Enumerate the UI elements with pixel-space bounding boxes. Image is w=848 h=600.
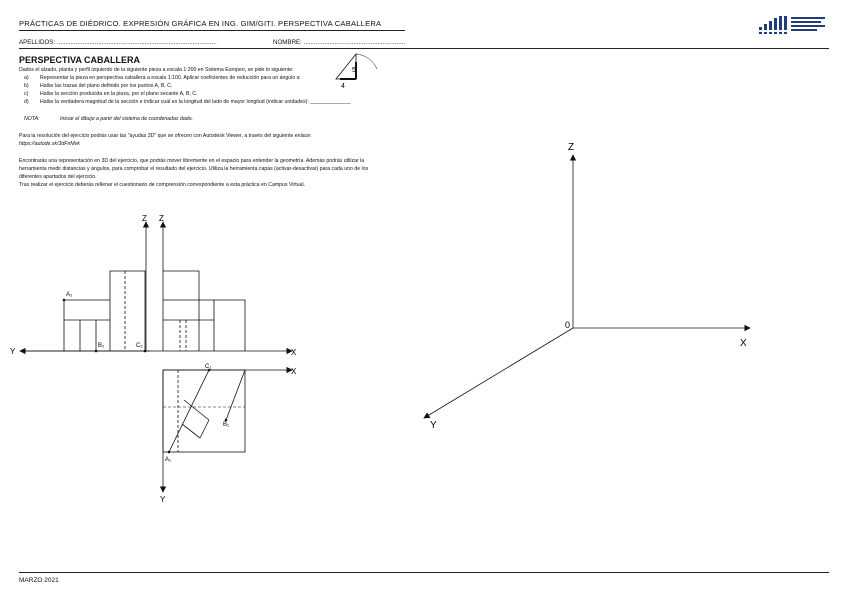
right-elevation-view: [163, 271, 245, 351]
axis-3d-z-label: Z: [568, 142, 575, 153]
ortho-axes: [20, 222, 292, 492]
point-c1-label: C₁: [205, 364, 212, 370]
angle-triangle-diagram: [336, 54, 377, 79]
nota-text: Iniciar el dibujo a partir del sistema de coordenadas dado.: [60, 116, 193, 122]
footer-date: MARZO 2021: [19, 577, 59, 584]
point-b2-label: B₂: [98, 343, 105, 349]
point-a1-label: A₁: [165, 457, 172, 463]
section-title: PERSPECTIVA CABALLERA: [19, 55, 141, 65]
point-c2-label: C₂: [136, 343, 143, 349]
intro-text: Dados el alzado, planta y perfil izquierdo de la siguiente pieza a escala 1:200 en Sistema Europeo, se pide lo siguiente:: [19, 67, 294, 73]
item-a-text: Representar la pieza en perspectiva caballera a escala 1:100. Aplicar coeficientes de reducción para un ángulo α: [40, 75, 300, 81]
axis-3d-x-label: X: [740, 338, 747, 349]
item-d-text: Hallar la verdadera magnitud de la sección e indicar cuál es la longitud del lado de mayor longitud (indicar unidades): ______________: [40, 99, 351, 105]
x-label-2: X: [291, 367, 297, 376]
point-a2-label: A₂: [66, 292, 73, 298]
axis-3d-origin-label: 0: [565, 320, 571, 330]
paragraph2-line3: diferentes apartados del ejercicio.: [19, 174, 97, 180]
item-b-text: Hallar las trazas del plano definido por los puntos A, B, C.: [40, 83, 173, 89]
y-label-left: Y: [10, 347, 16, 356]
plan-view: [163, 370, 245, 452]
left-view-points: [63, 299, 147, 353]
help-paragraph-line1: Para la resolución del ejercicio podrás usar las "ayudas 3D" que se ofrecen con Autodesk Viewer, a través del siguiente enlace:: [19, 133, 312, 139]
item-d-letter: d): [24, 99, 29, 105]
paragraph2-line1: Encontrarás una representación en 3D del ejercicio, que podrás mover libremente en el espacio para entender la geometría. Además podrás utilizar la: [19, 158, 365, 164]
x-label-1: X: [291, 348, 297, 357]
triangle-vertical-label: 5: [352, 67, 356, 74]
triangle-horizontal-label: 4: [341, 83, 345, 90]
footer-divider: [19, 572, 829, 573]
z-label-2: Z: [159, 214, 164, 223]
z-label-1: Z: [142, 214, 147, 223]
paragraph2-line2: herramienta medir distancias y ángulos, para comprobar el resultado del ejercicio. Utiliza la herramienta capas (activar-desactivar) para cada uno de los: [19, 166, 369, 172]
point-b1-label: B₁: [223, 422, 230, 428]
nota-label: NOTA:: [24, 116, 40, 122]
left-profile-view: [64, 271, 145, 351]
axes-3d: [424, 155, 750, 418]
help-link[interactable]: https://autode.sk/3dFnMvk: [19, 141, 80, 147]
y-label-bottom: Y: [160, 495, 166, 504]
apellidos-field[interactable]: APELLIDOS: .............................................................................................: [19, 39, 217, 46]
item-c-text: Hallar la sección producida en la pieza, por el plano secante A, B, C.: [40, 91, 198, 97]
document-title: PRÁCTICAS DE DIÉDRICO. EXPRESIÓN GRÁFICA EN ING. GIM/GITI. PERSPECTIVA CABALLERA: [19, 19, 382, 28]
item-a-letter: a): [24, 75, 29, 81]
nombre-field[interactable]: NOMBRE: ...........................................................: [273, 39, 406, 46]
item-c-letter: c): [24, 91, 29, 97]
item-b-letter: b): [24, 83, 29, 89]
paragraph2-line4: Tras realizar el ejercicio deberás rellenar el cuestionario de comprensión correspondiente a esta práctica en Campus Virtual.: [19, 182, 306, 188]
axis-3d-y-label: Y: [430, 420, 437, 431]
axis-3d-y: [424, 328, 573, 418]
